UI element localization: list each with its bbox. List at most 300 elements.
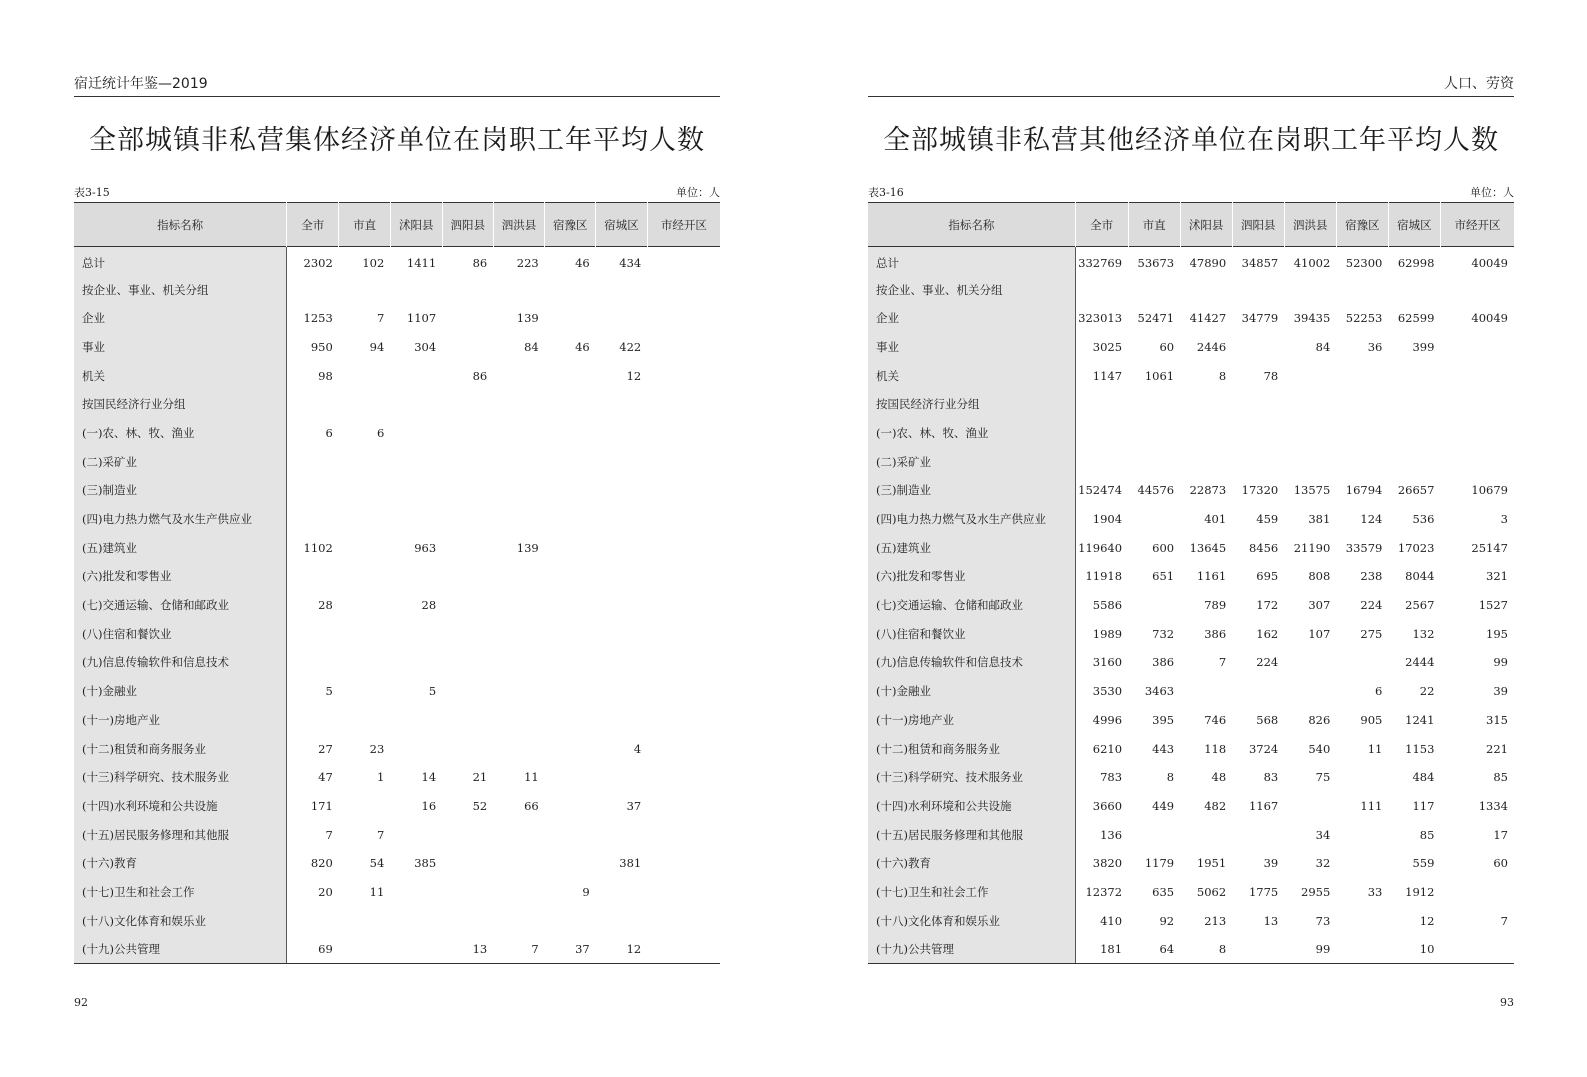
table-row [868,906,1514,935]
table-cell [442,906,493,935]
table-cell: 1179 [1144,856,1175,871]
table-cell: 13575 [1293,483,1331,498]
table-cell [596,533,647,562]
table-cell [545,419,596,448]
table-cell: 78 [1263,368,1279,383]
table-cell: 60 [1493,856,1508,871]
table-cell: 1951 [1196,856,1227,871]
table-cell: 386 [1152,655,1175,670]
table-cell [1128,419,1180,448]
row-label: (十九)公共管理 [868,935,1075,964]
table-cell: 32 [1315,856,1331,871]
table-cell: 381 [1308,512,1331,527]
row-label: 事业 [868,333,1075,362]
column-header: 宿豫区 [545,203,596,247]
table-cell: 1775 [1248,884,1279,899]
table-cell [493,906,544,935]
table-cell: 224 [1360,598,1383,613]
table-cell [493,275,544,304]
table-cell [1284,792,1336,821]
table-cell: 40049 [1471,256,1508,271]
table-cell: 99 [1493,655,1508,670]
table-cell [1336,906,1388,935]
table-cell [339,648,390,677]
column-header: 泗洪县 [493,203,544,247]
table-row [868,419,1514,448]
table-cell [1336,849,1388,878]
row-label: (十)金融业 [868,677,1075,706]
table-cell: 17023 [1397,540,1435,555]
table-cell [545,476,596,505]
table-cell: 86 [472,256,488,271]
table-cell: 8 [1218,368,1227,383]
table-row [74,447,720,476]
table-cell [1284,648,1336,677]
table-cell: 41427 [1189,311,1227,326]
table-cell: 568 [1256,712,1279,727]
table-cell [339,906,390,935]
table-cell: 223 [516,256,539,271]
row-label: (十一)房地产业 [74,706,287,735]
table-cell [493,562,544,591]
table-cell [493,878,544,907]
row-label: (九)信息传输软件和信息技术 [868,648,1075,677]
row-label: 机关 [74,361,287,390]
table-cell [339,562,390,591]
table-cell [339,447,390,476]
table-cell: 39 [1493,684,1508,699]
table-cell: 86 [472,368,488,383]
table-cell: 8044 [1405,569,1435,584]
table-cell [647,390,720,419]
row-label: (十三)科学研究、技术服务业 [74,763,287,792]
table-cell: 21 [472,770,488,785]
table-cell: 92 [1159,913,1175,928]
table-cell [596,648,647,677]
table-cell [1232,447,1284,476]
table-cell [647,648,720,677]
table-cell: 102 [362,256,385,271]
table-cell: 2567 [1405,598,1435,613]
table-cell: 5586 [1092,598,1123,613]
table-cell [545,734,596,763]
row-label: (十七)卫生和社会工作 [868,878,1075,907]
table-cell [493,677,544,706]
page-title: 全部城镇非私营其他经济单位在岗职工年平均人数 [883,125,1499,156]
table-cell [287,275,339,304]
table-cell [1440,447,1514,476]
table-cell: 44576 [1137,483,1175,498]
table-row [868,763,1514,792]
table-cell: 5 [428,684,437,699]
column-header: 市经开区 [1440,203,1514,247]
table-row [868,591,1514,620]
running-header [74,72,720,97]
table-cell: 111 [1360,798,1383,813]
table-cell [596,505,647,534]
table-cell [442,304,493,333]
table-cell [1284,390,1336,419]
table-cell: 950 [310,339,333,354]
table-row [74,820,720,849]
table-cell [1075,419,1128,448]
table-cell: 600 [1152,540,1175,555]
table-cell [1180,677,1232,706]
table-row [74,591,720,620]
table-cell: 14 [421,770,437,785]
table-cell [442,591,493,620]
table-cell: 1153 [1405,741,1435,756]
table-cell: 826 [1308,712,1331,727]
table-cell [442,505,493,534]
column-header: 市经开区 [647,203,720,247]
running-head-text: 宿迁统计年鉴—2019 [74,76,208,92]
table-cell: 1107 [406,311,437,326]
table-cell: 1527 [1478,598,1508,613]
table-cell: 11918 [1085,569,1123,584]
table-row [74,935,720,964]
table-cell [545,591,596,620]
table-cell [493,361,544,390]
table-cell: 10 [1388,935,1440,964]
table-row [868,275,1514,304]
table-cell: 3530 [1092,684,1123,699]
table-cell [1284,419,1336,448]
table-cell [287,505,339,534]
table-cell: 7 [1500,913,1508,928]
table-cell [1336,361,1388,390]
table-cell [545,763,596,792]
table-cell: 963 [414,540,437,555]
table-cell: 1167 [1248,798,1279,813]
table-cell [339,935,390,964]
table-cell: 52253 [1345,311,1383,326]
table-cell [339,677,390,706]
table-cell [493,390,544,419]
table-cell [1232,419,1284,448]
row-label: 机关 [868,361,1075,390]
table-cell: 22873 [1189,483,1227,498]
table-cell: 37 [626,798,642,813]
table-cell [596,591,647,620]
table-cell: 7 [493,935,544,964]
table-cell: 321 [1486,569,1508,584]
table-row [868,447,1514,476]
table-cell [442,677,493,706]
table-cell [647,906,720,935]
table-cell [390,275,442,304]
table-cell [545,906,596,935]
table-cell [596,419,647,448]
table-cell: 12 [1419,913,1435,928]
row-label: (九)信息传输软件和信息技术 [74,648,287,677]
table-row [868,734,1514,763]
table-cell [442,849,493,878]
table-cell [442,390,493,419]
table-cell: 1102 [303,540,333,555]
table-cell [596,820,647,849]
table-cell [442,706,493,735]
table-cell [287,476,339,505]
table-cell: 6 [325,425,333,440]
table-cell [596,562,647,591]
table-cell: 28 [318,598,333,613]
table-cell [545,390,596,419]
table-cell [493,849,544,878]
table-cell: 34857 [1241,256,1279,271]
table-row [74,906,720,935]
row-label: (十二)租赁和商务服务业 [74,734,287,763]
page-title: 全部城镇非私营集体经济单位在岗职工年平均人数 [89,125,705,156]
table-cell [1180,275,1232,304]
table-cell: 1 [376,770,385,785]
table-cell [596,878,647,907]
table-cell [647,849,720,878]
table-cell [596,763,647,792]
table-row [74,734,720,763]
table-cell [442,562,493,591]
table-cell [442,533,493,562]
table-cell: 732 [1152,626,1175,641]
table-cell: 39 [1263,856,1279,871]
unit-label: 单位：人 [1470,186,1514,199]
table-cell: 85 [1419,827,1435,842]
table-cell [1232,390,1284,419]
table-cell [1075,447,1128,476]
table-cell [390,390,442,419]
table-cell [1180,447,1232,476]
table-cell [442,333,493,362]
row-label: 企业 [868,304,1075,333]
table-row [74,419,720,448]
row-label: 按企业、事业、机关分组 [74,275,287,304]
table-cell: 3025 [1092,339,1123,354]
table-cell [647,505,720,534]
table-cell: 27 [318,741,333,756]
table-cell [1232,333,1284,362]
table-cell [596,275,647,304]
table-cell [1440,361,1514,390]
table-cell: 52300 [1345,256,1383,271]
table-cell [493,648,544,677]
table-cell: 139 [516,311,539,326]
table-cell: 39435 [1293,311,1331,326]
row-label: (二)采矿业 [74,447,287,476]
table-row [868,247,1514,276]
table-cell [287,447,339,476]
statistics-table [868,202,1514,964]
table-cell [1128,591,1180,620]
column-header: 泗阳县 [442,203,493,247]
table-cell: 789 [1204,598,1227,613]
table-cell [1232,935,1284,964]
table-cell: 84 [1315,339,1331,354]
table-cell [1388,447,1440,476]
table-cell [545,361,596,390]
table-cell [493,734,544,763]
table-cell [596,476,647,505]
table-cell [545,792,596,821]
column-header: 宿城区 [596,203,647,247]
table-cell: 820 [310,856,333,871]
table-cell: 62998 [1397,256,1435,271]
page-number: 92 [74,996,88,1009]
row-label: 按企业、事业、机关分组 [868,275,1075,304]
table-cell: 2955 [1301,884,1331,899]
table-cell [647,562,720,591]
table-cell [287,648,339,677]
table-cell [493,591,544,620]
table-cell [287,619,339,648]
table-cell [1180,820,1232,849]
table-cell: 5062 [1196,884,1227,899]
table-cell: 315 [1486,712,1508,727]
table-cell: 275 [1360,626,1383,641]
table-cell: 3160 [1092,655,1123,670]
table-cell [442,734,493,763]
table-cell: 12 [626,368,642,383]
table-cell [545,677,596,706]
table-row [868,533,1514,562]
table-cell: 37 [545,935,596,964]
row-label: (四)电力热力燃气及水生产供应业 [74,505,287,534]
table-row [868,677,1514,706]
table-cell: 41002 [1293,256,1331,271]
header-indicator-name: 指标名称 [74,203,287,247]
table-cell: 16 [421,798,437,813]
table-cell [545,533,596,562]
table-cell: 7 [325,827,333,842]
column-header: 泗洪县 [1284,203,1336,247]
column-header: 市直 [339,203,390,247]
row-label: (二)采矿业 [868,447,1075,476]
table-cell: 1147 [1092,368,1123,383]
table-cell [596,390,647,419]
table-cell: 52471 [1137,311,1175,326]
table-cell: 651 [1152,569,1175,584]
table-cell [442,419,493,448]
table-cell: 118 [1204,741,1227,756]
table-cell: 17320 [1241,483,1279,498]
table-cell: 64 [1128,935,1180,964]
row-label: (十二)租赁和商务服务业 [868,734,1075,763]
row-label: (十四)水利环境和公共设施 [74,792,287,821]
table-cell [647,361,720,390]
row-label: (五)建筑业 [868,533,1075,562]
table-cell [596,906,647,935]
table-cell [545,447,596,476]
table-cell [647,333,720,362]
table-cell [1440,333,1514,362]
row-label: (十八)文化体育和娱乐业 [868,906,1075,935]
table-cell [596,447,647,476]
table-cell: 3724 [1248,741,1279,756]
table-row [868,878,1514,907]
table-cell [339,706,390,735]
table-cell: 11 [1367,741,1383,756]
table-cell [339,275,390,304]
table-cell: 401 [1204,512,1227,527]
table-cell [545,619,596,648]
table-cell: 40049 [1471,311,1508,326]
table-cell [390,505,442,534]
table-row [74,533,720,562]
table-cell [1440,419,1514,448]
table-cell: 307 [1308,598,1331,613]
table-cell [647,878,720,907]
statistics-table [74,202,720,964]
column-header: 宿城区 [1388,203,1440,247]
table-cell: 75 [1315,770,1331,785]
table-cell [647,476,720,505]
row-label: (十五)居民服务修理和其他服 [74,820,287,849]
table-cell [339,792,390,821]
table-cell: 3 [1500,512,1508,527]
table-cell: 20 [318,884,333,899]
table-cell [1232,275,1284,304]
table-cell: 73 [1315,913,1331,928]
table-cell [596,706,647,735]
table-row [74,849,720,878]
table-cell: 60 [1159,339,1175,354]
table-row [868,562,1514,591]
table-cell: 48 [1211,770,1227,785]
table-cell [287,906,339,935]
table-cell [390,820,442,849]
table-cell: 536 [1412,512,1435,527]
table-cell: 28 [421,598,437,613]
table-row [74,390,720,419]
table-row [74,677,720,706]
table-cell [1284,677,1336,706]
table-row [868,476,1514,505]
row-label: (一)农、林、牧、渔业 [868,419,1075,448]
row-label: (十三)科学研究、技术服务业 [868,763,1075,792]
table-cell [339,476,390,505]
row-label: (七)交通运输、仓储和邮政业 [868,591,1075,620]
table-cell [442,447,493,476]
table-cell: 1061 [1144,368,1175,383]
table-cell [596,677,647,706]
table-cell [390,619,442,648]
table-row [868,505,1514,534]
unit-label: 单位：人 [676,186,720,199]
table-cell [1128,275,1180,304]
table-cell [596,619,647,648]
row-label: 按国民经济行业分组 [868,390,1075,419]
running-header [868,72,1514,97]
row-label: (八)住宿和餐饮业 [74,619,287,648]
table-cell: 695 [1256,569,1279,584]
table-cell: 332769 [1078,256,1123,271]
table-row [74,792,720,821]
table-cell: 5 [325,684,333,699]
table-cell: 17 [1493,827,1508,842]
row-label: (十六)教育 [868,849,1075,878]
table-cell: 559 [1412,856,1435,871]
row-label: (十四)水利环境和公共设施 [868,792,1075,821]
table-cell [442,648,493,677]
table-cell: 46 [575,256,590,271]
column-header: 全市 [287,203,339,247]
table-row [868,390,1514,419]
table-cell: 94 [369,339,385,354]
table-cell [545,275,596,304]
row-label: (八)住宿和餐饮业 [868,619,1075,648]
table-cell: 6210 [1092,741,1123,756]
table-cell [545,304,596,333]
table-cell: 53673 [1137,256,1175,271]
